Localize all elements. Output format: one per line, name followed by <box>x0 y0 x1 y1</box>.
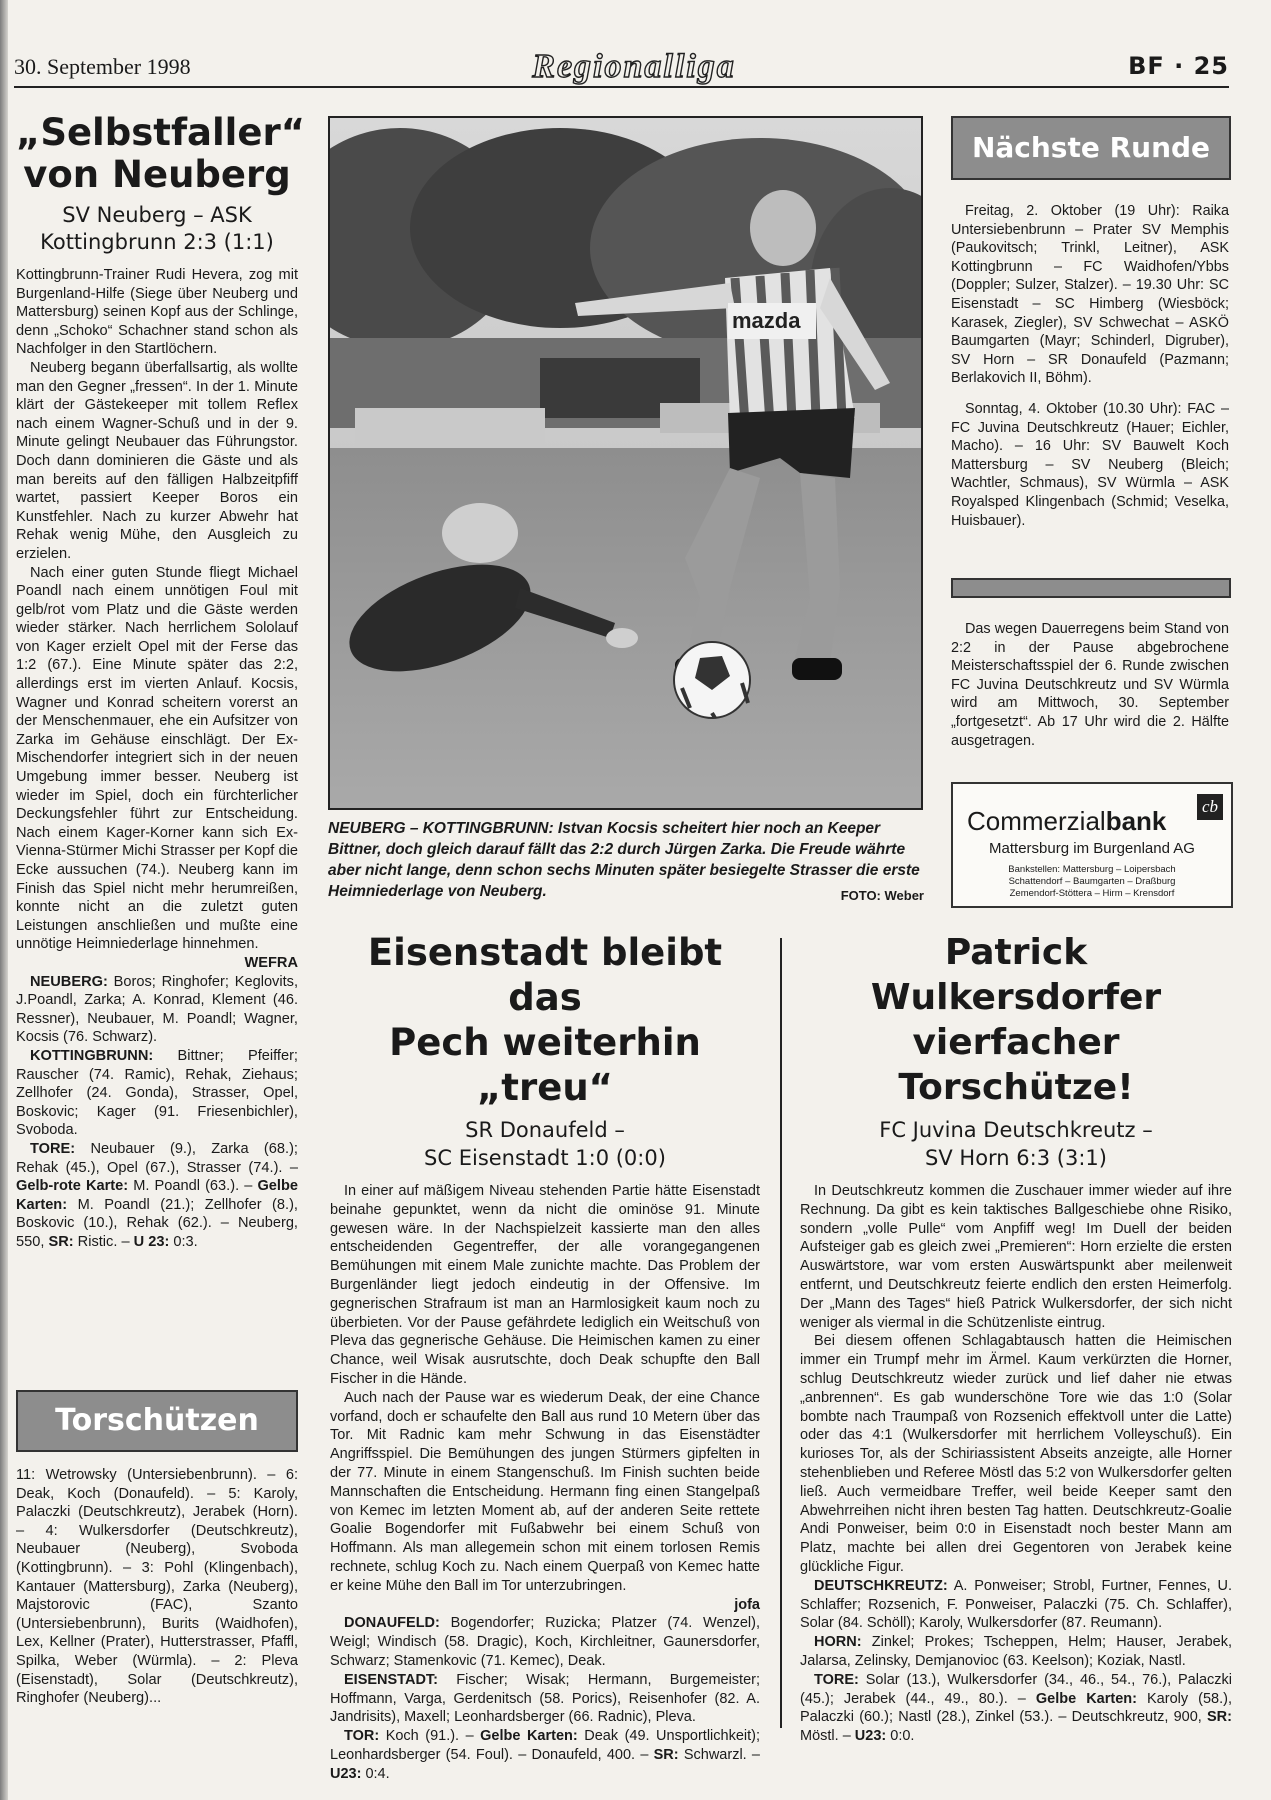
stat-label: U23: <box>854 1728 887 1745</box>
referee: Möstl. – <box>800 1728 851 1745</box>
title-line-2: Pech weiterhin „treu“ <box>389 1021 701 1109</box>
goals-list: Solar (13.), Wulkersdorfer (34., 46., 54., 76.), Palaczki (45.); Jerabek (44., 49., 80.). – <box>800 1671 1233 1707</box>
lineup-label: DEUTSCHKREUTZ: <box>814 1577 948 1594</box>
subtitle-line-1: SV Neuberg – ASK <box>62 203 252 227</box>
title-line-1: „Selbstfaller“ <box>16 111 306 154</box>
branch-line: Bankstellen: Mattersburg – Loipersbach <box>1008 864 1176 875</box>
article-eisenstadt <box>330 930 760 1784</box>
naechste-runde-heading-box <box>951 116 1231 180</box>
branch-line: Schattendorf – Baumgarten – Draßburg <box>1008 876 1176 887</box>
fixtures-friday: Freitag, 2. Oktober (19 Uhr): Raika Untersiebenbrunn – Prater SV Memphis (Paukovitsch; Trinkl, Leitner), ASK Kottingbrunn – FC Waidhofen/Ybbs (Doppler; Sulzer, Stalzer). – 19.30 Uhr: SC Eisenstadt – SC Himberg (Wiesböck; Karasek, Ziegler), SV Schwechat – ASKÖ Baumgarten (Mayr; Schinderl, Digruber), SV Horn – SR Donaufeld (Pazmann; Berlakovich II, Böhm). <box>951 203 1229 387</box>
subtitle-line-1: SR Donaufeld – <box>465 1118 625 1142</box>
lineup-label: HORN: <box>814 1634 862 1651</box>
section-title: Regionalliga <box>532 48 736 85</box>
stat-label: Gelbe Karten: <box>480 1728 578 1745</box>
lineup-label: KOTTINGBRUNN: <box>30 1047 154 1064</box>
lineup-label: EISENSTADT: <box>344 1671 438 1688</box>
lineup-home: Boros; Ringhofer; Keglovits, J.Poandl, Zarka; A. Konrad, Klement (46. Ressner), Neubauer, M. Poandl; Wagner, Kocsis (76. Schwarz). <box>16 973 298 1046</box>
stat-label: Gelbe Karten: <box>16 1178 298 1213</box>
paragraph: Bei diesem offenen Schlagabtausch hatten die Heimischen immer ein Trumpf mehr im Ärmel. Kaum verkürzten die Horner, schlug Deutschkreutz wieder zurück und lief daher nie etwas „anbrennen“. Es gab wunderschöne Tore wie das 1:0 (Solar bombte nach Traumpaß von Rozsenich effektvoll unter die Latte) oder das 4:1 (Wulkersdorfer mit herrlichem Volleyschuß). Ein kurioses Tor, als der Schiriassistent Abseits anzeigte, alle Horner stehenblieben und Referee Möstl das 5:2 von Wulkersdorfer gelten ließ. Auch vermeidbare Treffer, weil beide Keeper samt den Abwehrreihen nicht ihren besten Tag hatten. Deutschkreutz-Goalie Andi Ponweiser, beim 0:0 in Eisenstadt noch bester Mann am Platz, machte bei allen drei Gegentoren von Jerabek keine glückliche Figur. <box>800 1333 1232 1575</box>
article-eisenstadt-title <box>330 930 760 1110</box>
header-rule <box>14 86 1229 88</box>
article-neuberg-title <box>16 111 306 196</box>
naechste-runde-heading: Nächste Runde <box>971 131 1211 164</box>
yellow-red-card: M. Poandl (63.). – <box>133 1178 253 1195</box>
article-deutschkreutz-body <box>800 1182 1232 1746</box>
title-line-2: vierfacher Torschütze! <box>898 1022 1134 1108</box>
u23-result: 0:4. <box>365 1765 390 1782</box>
stat-label: TORE: <box>30 1140 76 1157</box>
stat-label: U23: <box>330 1765 362 1782</box>
paragraph: Kottingbrunn-Trainer Rudi Hevera, zog mit Burgenland-Hilfe (Siege über Neuberg und Mattersburg) seinen Kopf aus der Schlinge, denn „Schoko“ Schachner stand schon als Nachfolger in den Startlöchern. <box>16 267 298 358</box>
stat-label: TOR: <box>344 1728 380 1745</box>
jersey-sponsor-text: mazda <box>732 308 801 333</box>
title-line-1: Eisenstadt bleibt das <box>367 931 723 1019</box>
paragraph: In einer auf mäßigem Niveau stehenden Partie hätte Eisenstadt beinahe gepunktet, wenn da nicht die ominöse 91. Minute gewesen wäre. In der Nachspielzeit kassierte man den alles entscheidenden Gegentreffer, der alle vorangegangenen Bemühungen mit einem Male zunichte machte. Das Problem der Burgenländer liegt jedoch eindeutig in der Offensive. Im gegnerischen Strafraum ist man an Harmlosigkeit kaum noch zu überbieten. Vor der Pause gefährdete lediglich ein Weitschuß von Pleva das gegnerische Gehäuse. Die Heimischen kamen zu einer Chance, weil Wisak ausrutschte, doch Deak schupfte den Ball Fischer in die Hände. <box>330 1183 760 1387</box>
lineup-away: Zinkel; Prokes; Tscheppen, Helm; Hauser, Jerabek, Jalarsa, Zelinsky, Demjanovioc (63. Keelson); Koziak, Nastl. <box>800 1634 1233 1669</box>
photo-caption <box>328 818 924 906</box>
lineup-label: NEUBERG: <box>30 973 108 990</box>
article-deutschkreutz <box>800 930 1232 1746</box>
article-neuberg <box>16 111 306 1251</box>
article-neuberg-body <box>16 266 298 1251</box>
bank-logo-icon: cb <box>1197 794 1223 820</box>
referee: Schwarzl. – <box>683 1746 760 1763</box>
bank-name-part: Commerzial <box>967 806 1106 836</box>
yellow-cards: M. Poandl (21.); Zellhofer (8.), Boskovic (10.), Rehak (62.). – Neuberg, 550, <box>16 1196 298 1250</box>
article-deutschkreutz-title <box>800 930 1232 1110</box>
scorers-text: 11: Wetrowsky (Untersiebenbrunn). – 6: Deak, Koch (Donaufeld). – 5: Karoly, Palaczki (Deutschkreutz), Jerabek (Horn). – 4: Wulkersdorfer (Deutschkreutz), Neubauer (Neuberg), Svoboda (Kottingbrunn). – 3: Pohl (Klingenbach), Kantauer (Mattersburg), Zarka (Neuberg), Majstorovic (FAC), Szanto (Untersiebenbrunn), Burits (Waidhofen), Lex, Kellner (Prater), Hutterstrasser, Pfaffl, Spilka, Weber (Würmla). – 2: Pleva (Eisenstadt), Solar (Deutschkreutz), Ringhofer (Neuberg)... <box>16 1467 298 1707</box>
stat-label: SR: <box>653 1746 679 1763</box>
goals-list: Koch (91.). – <box>385 1728 474 1745</box>
stat-label: U 23: <box>133 1233 170 1250</box>
page-number: BF · 25 <box>1128 52 1229 80</box>
u23-result: 0:3. <box>173 1233 198 1250</box>
fixtures-sunday: Sonntag, 4. Oktober (10.30 Uhr): FAC – FC Juvina Deutschkreutz (Hauer; Eichler, Macho). – 16 Uhr: SV Bauwelt Koch Mattersburg – SV Neuberg (Bleich; Wachtler, Schmaus), SV Würmla – ASK Royalsped Klingenbach (Schmid; Veselka, Huisbauer). <box>951 400 1229 529</box>
scan-edge-shadow <box>0 0 8 1800</box>
match-photo-graphic <box>330 118 921 808</box>
u23-result: 0:0. <box>890 1728 915 1745</box>
paragraph: Neuberg begann überfallsartig, als wollte man den Gegner „fressen“. In der 1. Minute klärt der Gästekeeper mit tollem Reflex nach einem Wagner-Schuß und in der 9. Minute gelingt Neubauer das Führungstor. Doch dann dominieren die Gäste und als man bereits auf den fälligen Halbzeitpfiff wartet, passiert Keeper Boros ein Kunstfehler. Nach zu kurzer Abwehr hat Rehak wenig Mühe, den Ausgleich zu erzielen. <box>16 359 298 562</box>
bank-subtitle: Mattersburg im Burgenland AG <box>989 840 1195 857</box>
torschuetzen-heading-box <box>16 1390 298 1452</box>
lineup-away: Bittner; Pfeiffer; Rauscher (74. Ramic), Rehak, Ziehaus; Zellhofer (24. Gonda), Strasser, Opel, Boskovic; Kager (91. Friesenbichler), Svoboda. <box>16 1047 298 1139</box>
paragraph: In Deutschkreutz kommen die Zuschauer immer wieder auf ihre Rechnung. Da gibt es kein taktisches Ballgeschiebe ohne Risiko, sondern „volle Pulle“ vom Anpfiff weg! Im Duell der beiden Aufsteiger gab es gleich zwei „Premieren“: Horn erzielte die ersten Auswärtstore, war vom ersten Auswärtspunkt aber meilenweit entfernt, und Deutschkreutz feierte endlich den ersten Heimerfolg. Der „Mann des Tages“ hieß Patrick Wulkersdorfer, der sich nicht weniger als viermal in die Schützenliste eintrug. <box>800 1183 1232 1331</box>
stat-label: SR: <box>1207 1709 1232 1726</box>
notice-text: Das wegen Dauerregens beim Stand von 2:2 in der Pause abgebrochene Meisterschaftsspiel der 6. Runde zwischen FC Juvina Deutschkreutz und SV Würmla wird am Mittwoch, 30. September „fortgesetzt“. Ab 17 Uhr wird die 2. Hälfte ausgetragen. <box>951 621 1229 749</box>
stat-label: TORE: <box>814 1671 859 1688</box>
subtitle-line-2: Kottingbrunn 2:3 (1:1) <box>40 230 274 254</box>
subtitle-line-1: FC Juvina Deutschkreutz – <box>879 1118 1153 1142</box>
branch-line: Zemendorf-Stöttera – Hirm – Krensdorf <box>1009 888 1175 899</box>
page-header <box>14 50 1229 86</box>
article-eisenstadt-body <box>330 1182 760 1784</box>
goals-list: Neubauer (9.), Zarka (68.); Rehak (45.), Opel (67.), Strasser (74.). – <box>16 1140 298 1176</box>
column-divider <box>780 938 782 1728</box>
stat-label: Gelbe Karten: <box>1035 1690 1137 1707</box>
bank-name <box>967 806 1166 837</box>
separator-bar <box>951 578 1231 598</box>
lineup-home: A. Ponweiser; Strobl, Furtner, Fennes, U. Schlaffer; Rozsenich, F. Ponweiser, Palaczki (75. Ch. Schlaffer), Solar (84. Schöll); Karoly, Wulkersdorfer (87. Reumann). <box>800 1577 1232 1632</box>
title-line-2: von Neuberg <box>23 153 291 196</box>
paragraph: Auch nach der Pause war es wiederum Deak, der eine Chance vorfand, doch er schaufelte den Ball aus rund 10 Metern über das Tor. Mit Radnic kam mehr Schwung in das Eisenstädter Angriffsspiel. Die Bemühungen des jungen Stürmers gipfelten in der 77. Minute in einem Stangenschuß. Im Finish suchten beide Mannschaften die Entscheidung. Hermann fing einen Stangelpaß von Kemec im letzten Moment ab, auf der anderen Seite rettete Goalie Bogendorfer mit Fußabwehr bei einem Schuß von Hoffmann. Als man allegemein schon mit einem torlosen Remis rechnete, schlug Koch zu. Nach einem Querpaß von Kemec hatte er keine Mühe den Ball im Tor unterzubringen. <box>330 1389 760 1594</box>
paragraph: Nach einer guten Stunde fliegt Michael Poandl nach einem unnötigen Foul mit gelb/rot vom Platz und die Gäste werden wieder stärker. Nach herrlichem Sololauf von Kager erzielt Opel mit der Ferse das 1:2 (67.). Eine Minute später das 2:2, allerdings erst im vierten Anlauf. Kocsis, Wagner und Konrad scheitern vorerst an der Menschenmauer, ehe ein Aufsitzer von Zarka im Gehäuse einschlägt. Der Ex-Mischendorfer integriert sich in der neuen Umgebung immer besser. Neuberg ist wieder im Spiel, doch ein fürchterlicher Deckungsfehler führt zur Entscheidung. Nach einem Kager-Korner kann sich Ex-Vienna-Stürmer Michi Strasser per Kopf die Ecke aussuchen (74.). Neuberg kann im Finish das Spiel nicht mehr herumreißen, konnte nicht an die zuletzt guten Leistungen anschließen und mußte eine unnötige Heimniederlage hinnehmen. <box>16 564 298 953</box>
lineup-away: Fischer; Wisak; Hermann, Burgemeister; Hoffmann, Varga, Gerdenitsch (58. Porics), Reisenhofer (82. A. Jandrisits), Maxell; Leonhardsberger (66. Radnic), Pleva. <box>330 1671 761 1726</box>
yellow-cards: Deak (49. Unsportlichkeit); Leonhardsberger (54. Foul). – Donaufeld, 400. – <box>330 1728 761 1763</box>
article-deutschkreutz-subtitle <box>800 1116 1232 1172</box>
article-eisenstadt-subtitle <box>330 1116 760 1172</box>
title-line-1: Patrick Wulkersdorfer <box>870 932 1162 1018</box>
naechste-runde-fixtures <box>951 202 1229 530</box>
lineup-label: DONAUFELD: <box>344 1615 440 1632</box>
match-photo <box>328 116 923 810</box>
commerzialbank-ad <box>951 782 1233 908</box>
bank-name-bold: bank <box>1105 806 1167 836</box>
photo-credit: FOTO: Weber <box>840 888 924 903</box>
subtitle-line-2: SC Eisenstadt 1:0 (0:0) <box>424 1146 666 1170</box>
torschuetzen-list <box>16 1466 298 1708</box>
stat-label: Gelb-rote Karte: <box>16 1178 129 1195</box>
rescheduled-notice <box>951 620 1229 750</box>
caption-text: NEUBERG – KOTTINGBRUNN: Istvan Kocsis scheitert hier noch an Keeper Bittner, doch gleich darauf fällt das 2:2 durch Jürgen Zarka. Die Freude währte aber nicht lange, denn schon sechs Minuten später besiegelte Strasser die erste Heimniederlage von Neuberg. <box>328 820 920 900</box>
referee: Ristic. – <box>77 1233 130 1250</box>
torschuetzen-heading: Torschützen <box>55 1403 259 1438</box>
author-tag: WEFRA <box>244 954 298 971</box>
yellow-cards: Karoly (58.), Palaczki (60.); Nastl (28.), Zinkel (53.). – Deutschkreutz, 900, <box>800 1690 1232 1726</box>
subtitle-line-2: SV Horn 6:3 (3:1) <box>925 1146 1107 1170</box>
author-tag: jofa <box>734 1596 760 1613</box>
issue-date: 30. September 1998 <box>14 54 191 79</box>
stat-label: SR: <box>48 1233 74 1250</box>
lineup-home: Bogendorfer; Ruzicka; Platzer (74. Wenzel), Weigl; Windisch (58. Dragic), Koch, Kirchleitner, Gaunersdorfer, Schwarz; Stamenkovic (71. Kemec), Deak. <box>330 1615 761 1669</box>
article-neuberg-subtitle <box>16 202 298 256</box>
